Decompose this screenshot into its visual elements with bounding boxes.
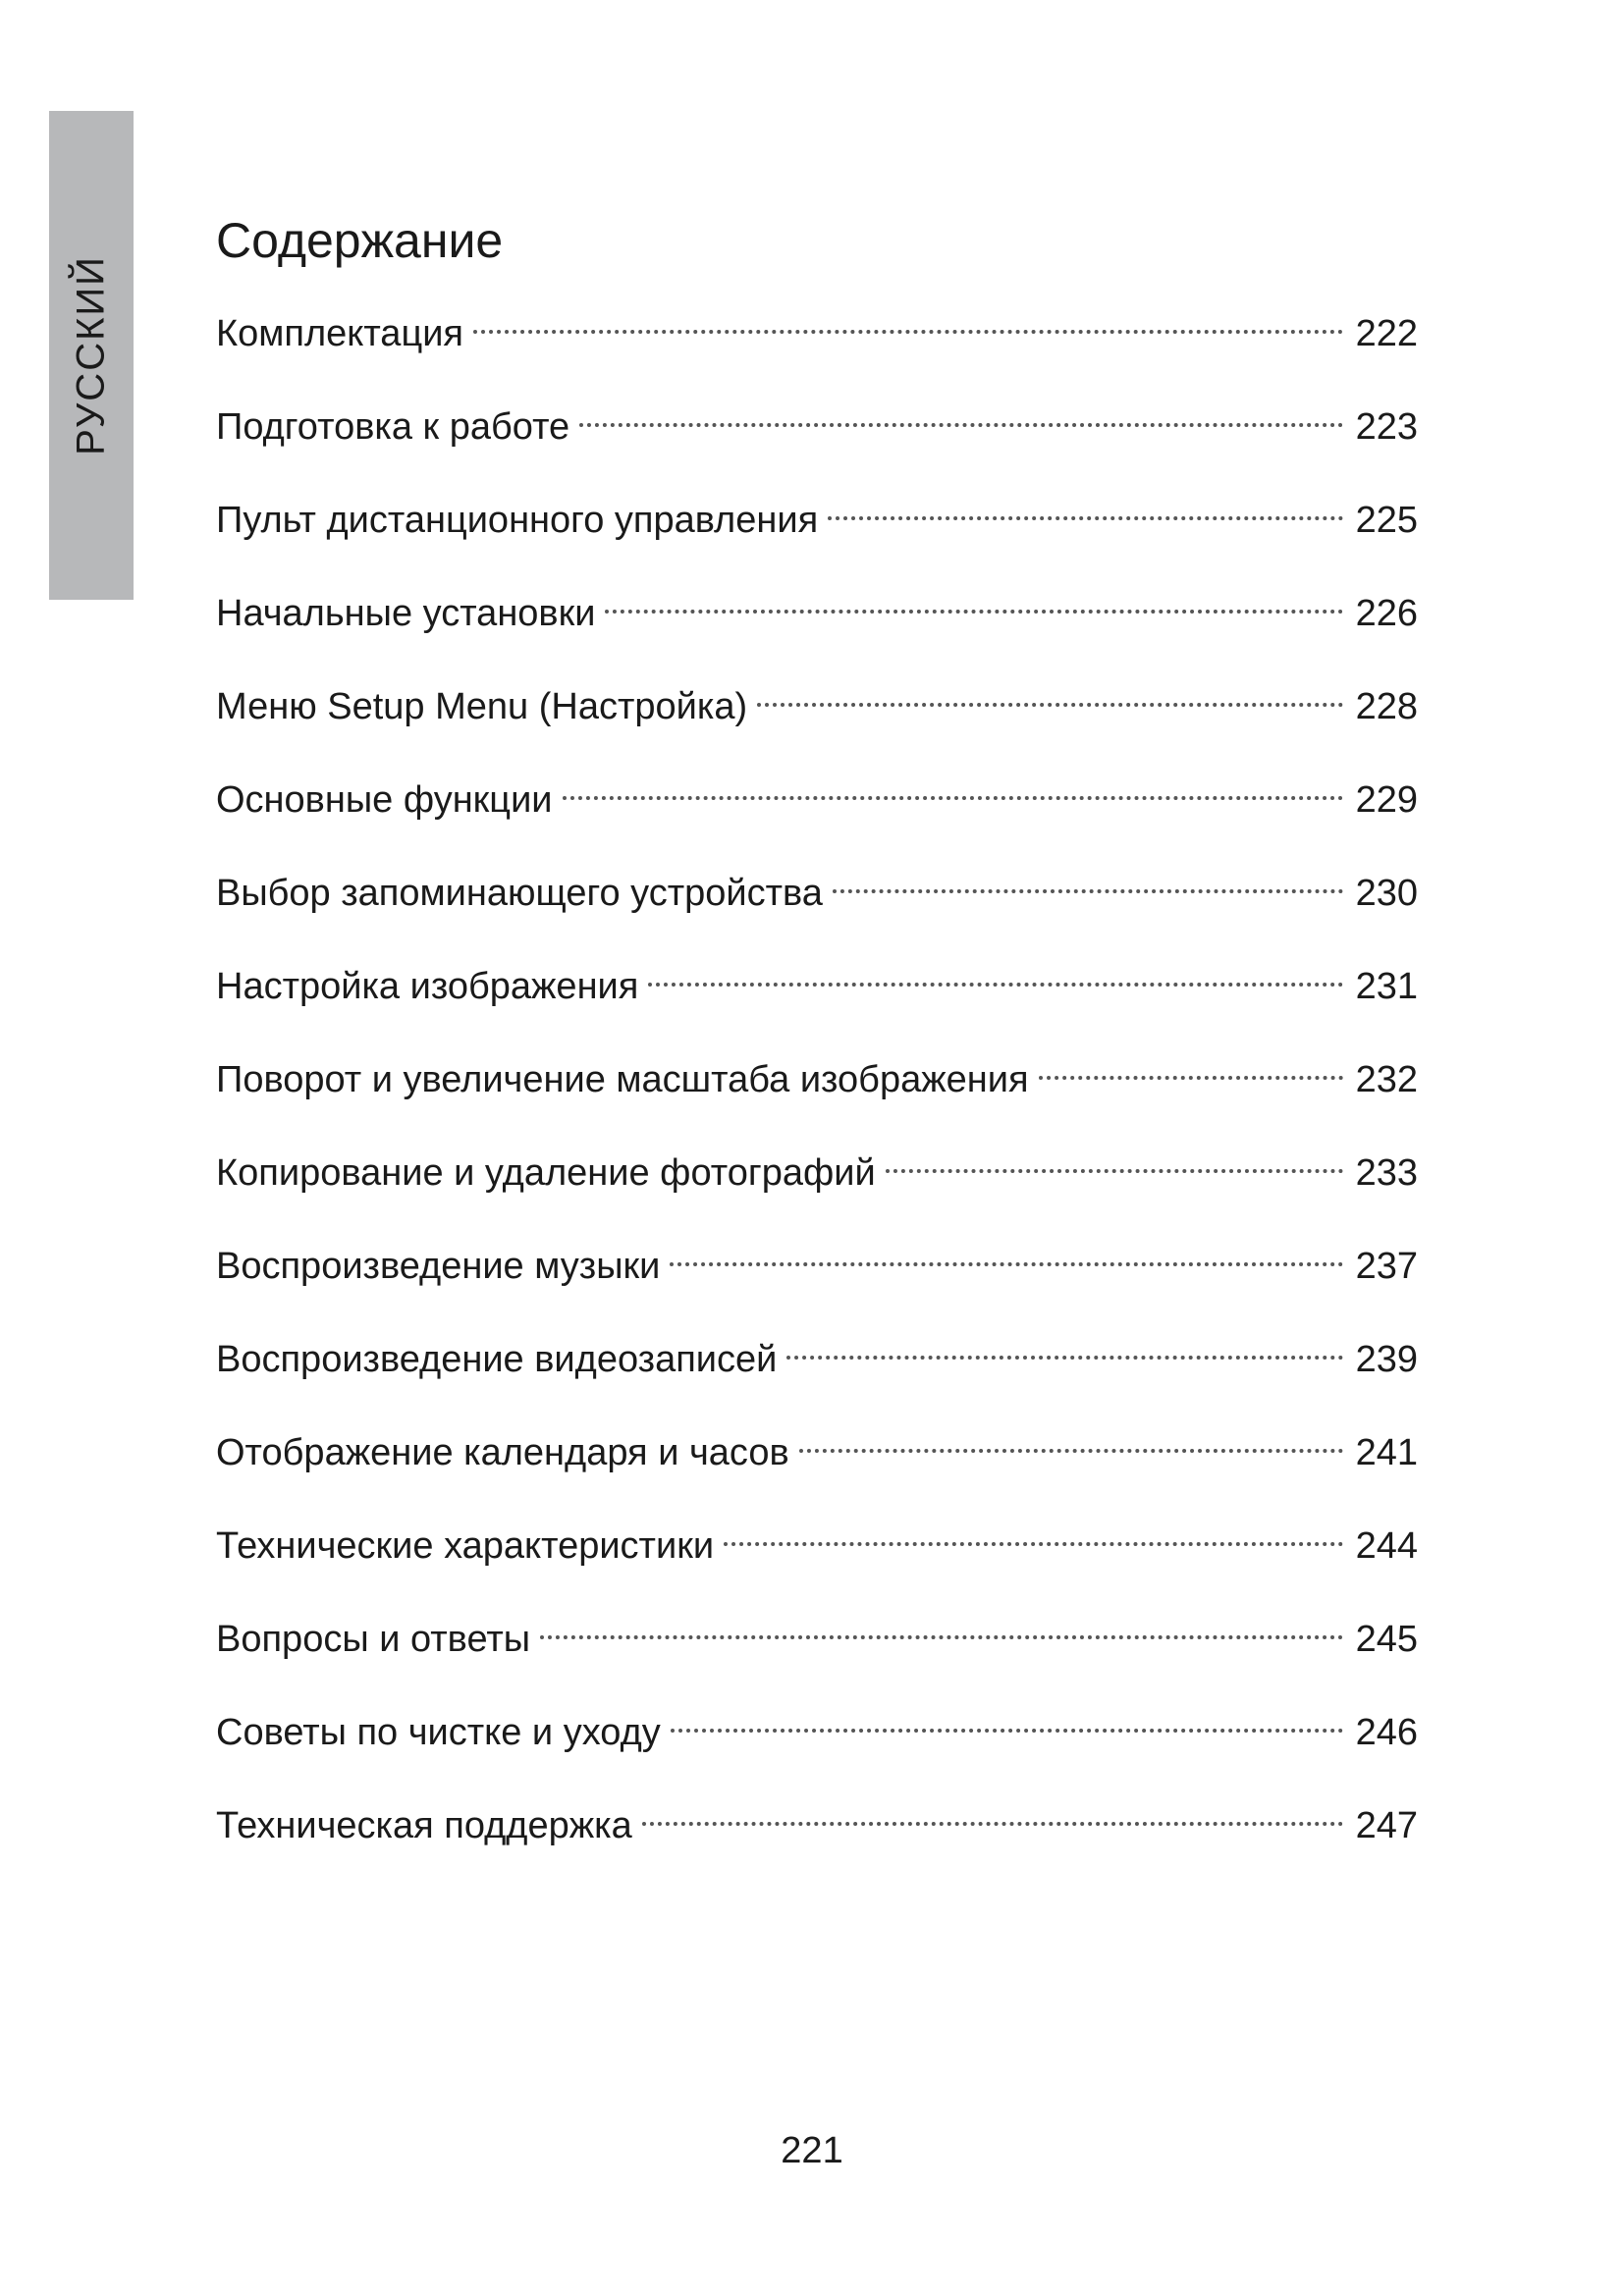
- toc-entry-page: 237: [1355, 1246, 1418, 1287]
- dot-leader: [540, 1635, 1343, 1639]
- toc-entry-page: 241: [1355, 1432, 1418, 1473]
- toc-entry[interactable]: [216, 1517, 1418, 1610]
- dot-leader: [828, 516, 1343, 520]
- toc-entry[interactable]: [216, 1237, 1418, 1330]
- toc-entry-label: Советы по чистке и уходу: [216, 1712, 661, 1753]
- toc-entry-label: Технические характеристики: [216, 1525, 715, 1567]
- toc-entry-page: 222: [1355, 313, 1418, 354]
- dot-leader: [1039, 1076, 1343, 1080]
- toc-entry[interactable]: [216, 1144, 1418, 1237]
- toc-entry[interactable]: [216, 304, 1418, 398]
- table-of-contents: [216, 304, 1418, 1890]
- dot-leader: [786, 1356, 1343, 1360]
- dot-leader: [886, 1169, 1343, 1173]
- dot-leader: [799, 1449, 1343, 1453]
- language-tab-label: РУССКИЙ: [69, 255, 113, 455]
- dot-leader: [605, 610, 1343, 614]
- page-number: 221: [781, 2130, 843, 2171]
- toc-entry[interactable]: [216, 771, 1418, 864]
- toc-entry-label: Подготовка к работе: [216, 406, 570, 448]
- toc-entry-page: 247: [1355, 1805, 1418, 1846]
- toc-entry[interactable]: [216, 1050, 1418, 1144]
- toc-entry-page: 226: [1355, 593, 1418, 634]
- toc-entry-label: Пульт дистанционного управления: [216, 500, 819, 541]
- dot-leader: [563, 796, 1343, 800]
- dot-leader: [671, 1729, 1343, 1733]
- toc-entry-page: 223: [1355, 406, 1418, 448]
- toc-entry-page: 231: [1355, 966, 1418, 1007]
- toc-entry-page: 245: [1355, 1619, 1418, 1660]
- dot-leader: [670, 1262, 1343, 1266]
- toc-entry-label: Меню Setup Menu (Настройка): [216, 686, 748, 727]
- toc-entry-page: 225: [1355, 500, 1418, 541]
- toc-entry[interactable]: [216, 677, 1418, 771]
- toc-entry[interactable]: [216, 1796, 1418, 1890]
- toc-entry[interactable]: [216, 398, 1418, 491]
- dot-leader: [473, 330, 1343, 334]
- toc-entry-label: Поворот и увеличение масштаба изображения: [216, 1059, 1029, 1100]
- toc-entry[interactable]: [216, 1703, 1418, 1796]
- toc-entry-page: 244: [1355, 1525, 1418, 1567]
- toc-entry-page: 246: [1355, 1712, 1418, 1753]
- toc-entry[interactable]: [216, 491, 1418, 584]
- toc-entry-label: Воспроизведение музыки: [216, 1246, 661, 1287]
- toc-entry-page: 230: [1355, 873, 1418, 914]
- dot-leader: [833, 889, 1343, 893]
- toc-entry-page: 233: [1355, 1152, 1418, 1194]
- toc-entry-label: Настройка изображения: [216, 966, 639, 1007]
- toc-entry-page: 232: [1355, 1059, 1418, 1100]
- toc-entry-label: Техническая поддержка: [216, 1805, 632, 1846]
- toc-entry[interactable]: [216, 1610, 1418, 1703]
- toc-entry-label: Вопросы и ответы: [216, 1619, 531, 1660]
- toc-entry-label: Начальные установки: [216, 593, 596, 634]
- page-title: Содержание: [216, 213, 504, 268]
- dot-leader: [648, 983, 1343, 987]
- toc-entry[interactable]: [216, 1330, 1418, 1423]
- dot-leader: [757, 703, 1343, 707]
- language-tab: [49, 111, 134, 600]
- dot-leader: [642, 1822, 1343, 1826]
- toc-entry-label: Выбор запоминающего устройства: [216, 873, 823, 914]
- toc-entry[interactable]: [216, 864, 1418, 957]
- toc-entry-page: 239: [1355, 1339, 1418, 1380]
- toc-entry-page: 229: [1355, 779, 1418, 821]
- toc-entry-label: Основные функции: [216, 779, 553, 821]
- toc-entry[interactable]: [216, 1423, 1418, 1517]
- toc-entry[interactable]: [216, 957, 1418, 1050]
- dot-leader: [724, 1542, 1343, 1546]
- toc-entry[interactable]: [216, 584, 1418, 677]
- toc-entry-label: Копирование и удаление фотографий: [216, 1152, 876, 1194]
- dot-leader: [579, 423, 1343, 427]
- toc-entry-page: 228: [1355, 686, 1418, 727]
- toc-entry-label: Отображение календаря и часов: [216, 1432, 789, 1473]
- toc-entry-label: Комплектация: [216, 313, 464, 354]
- toc-entry-label: Воспроизведение видеозаписей: [216, 1339, 778, 1380]
